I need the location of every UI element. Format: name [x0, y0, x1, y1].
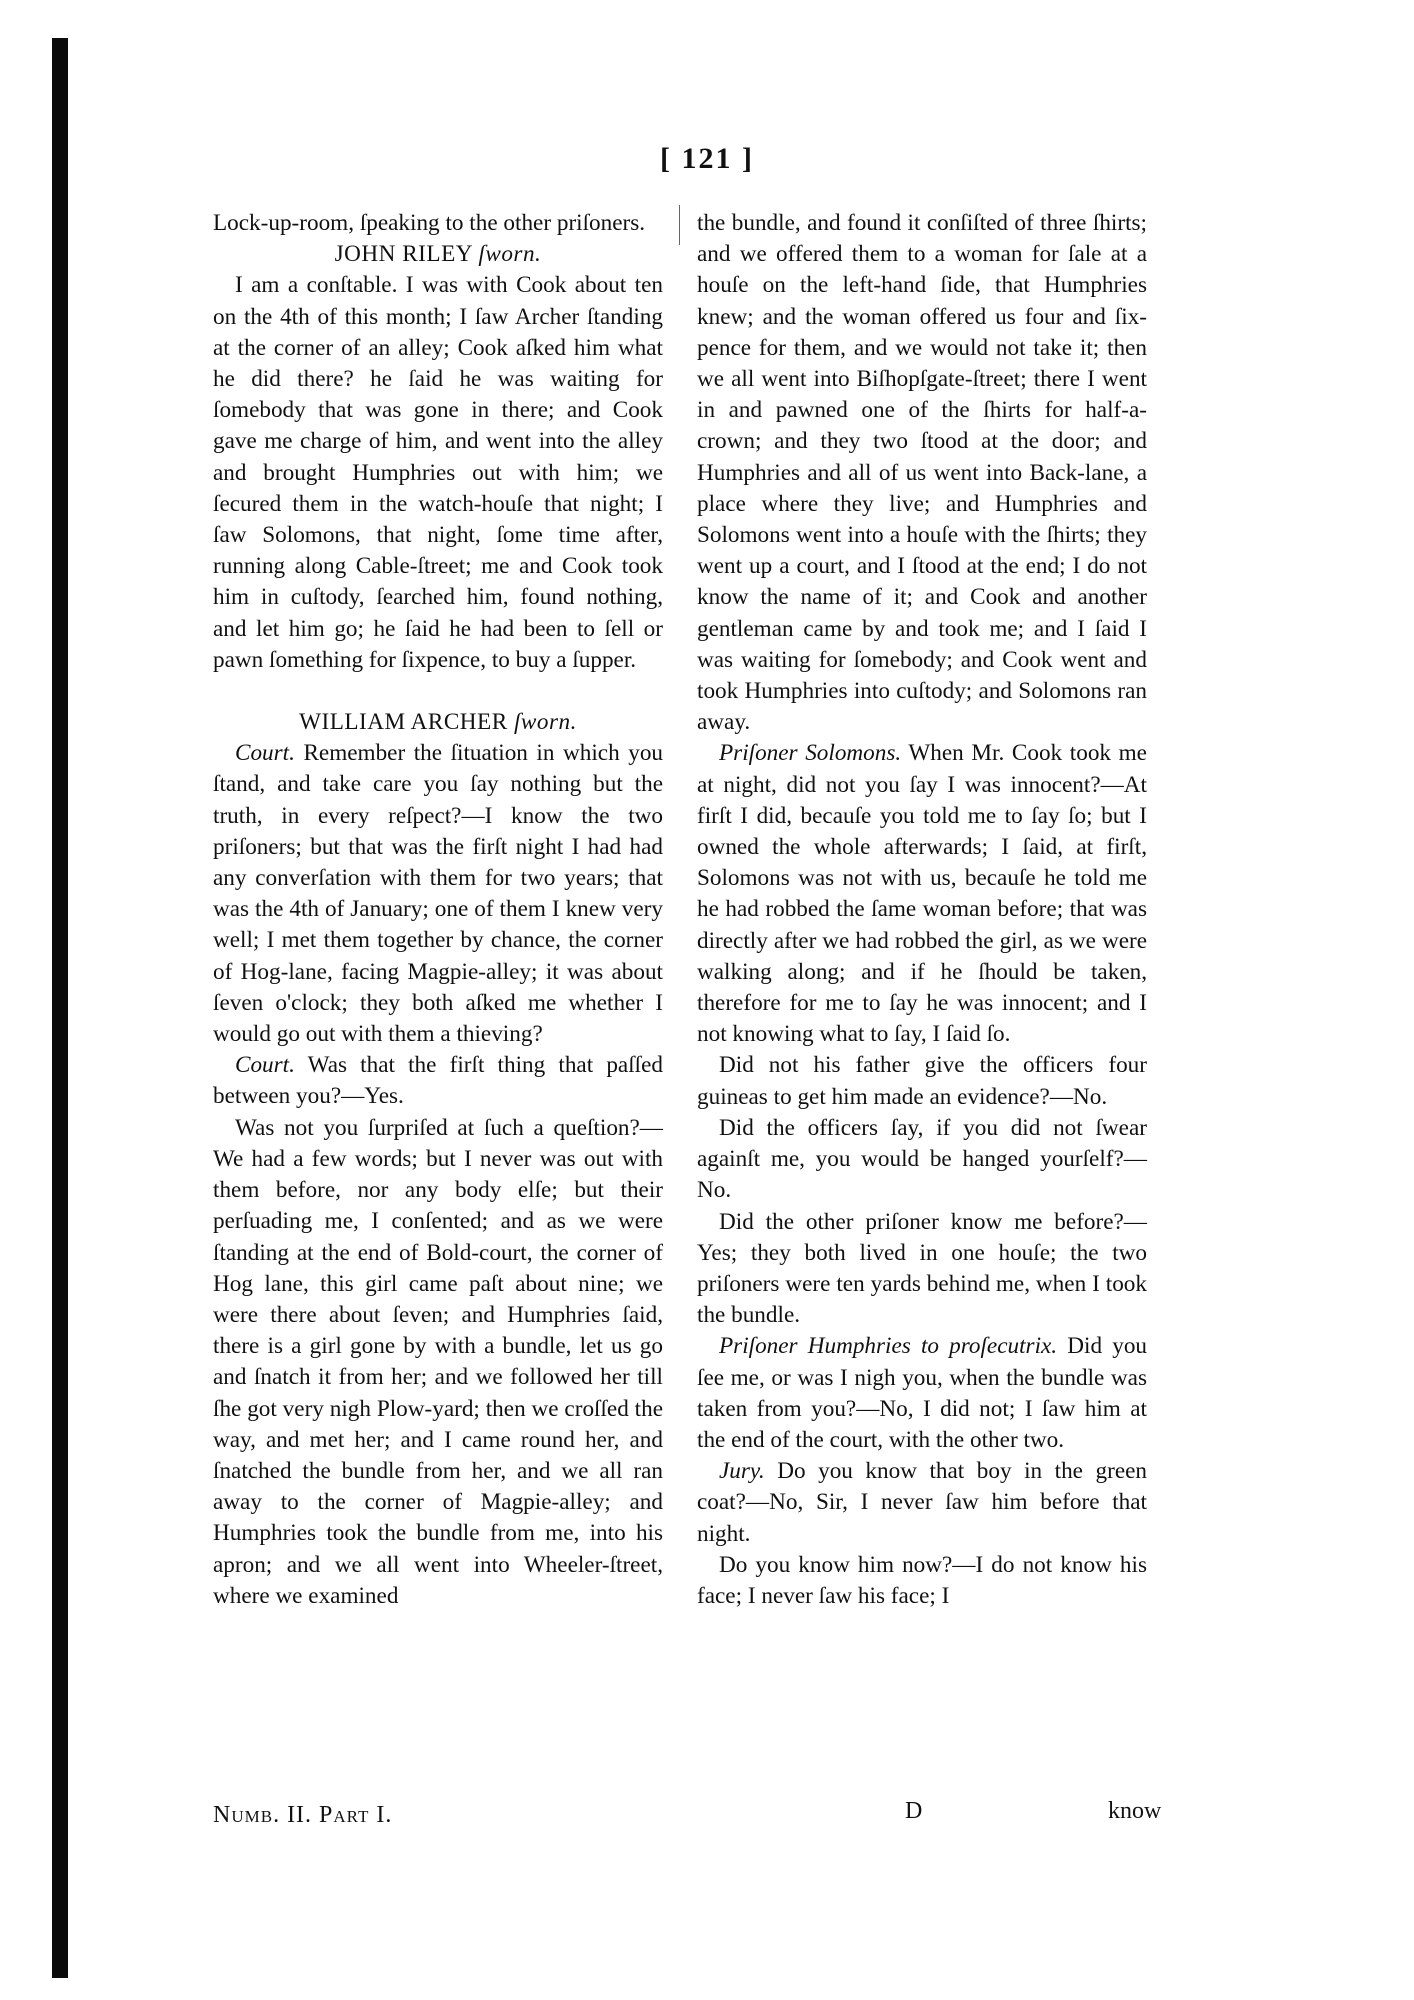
testimony-paragraph — [213, 1050, 663, 1112]
testimony-paragraph: Did the officers ſay, if you did not ſwear againſt me, you would be hanged yourſelf?—No. — [697, 1114, 1147, 1204]
speaker-label: Priſoner Humphries to proſecutrix. — [719, 1333, 1058, 1360]
testimony-paragraph — [697, 738, 1147, 1050]
sworn-label: ſworn. — [513, 709, 577, 736]
catchword: know — [1108, 1798, 1162, 1824]
testimony-text: Did you ſee me, or was I nigh you, when the bundle was taken from you?—No, I did not; I ſaw him at the end of the court, with the other two. — [697, 1333, 1148, 1453]
testimony-paragraph — [697, 1331, 1147, 1456]
scan-binding-edge — [52, 38, 68, 1978]
speaker-label: Court. — [235, 1052, 295, 1079]
testimony-text: When Mr. Cook took me at night, did not you ſay I was innocent?—At firſt I did, becauſe you told me to ſay ſo; but I owned the whole afterwards; I ſaid, at firſt, Solomons was not with us, becauſe he told me he had robbed the ſame woman before; that was directly after we had robbed the girl, as we were walking along; and if he ſhould be taken, therefore for me to ſay he was innocent; and I not knowing what to ſay, I ſaid ſo. — [697, 740, 1147, 1048]
issue-footer: Numb. II. Part I. — [213, 1802, 393, 1828]
speaker-label: Priſoner Solomons. — [719, 740, 902, 767]
testimony-text: Remember the ſituation in which you ſtand, and take care you ſay nothing but the truth, in every reſpect?—I know the two priſoners; but that was the firſt night I had had any converſation with them for two years; that was the 4th of January; one of them I knew very well; I met them together by chance, the corner of Hog-lane, facing Magpie-alley; it was about ſeven o'clock; they both aſked me whether I would go out with them a thieving? — [213, 740, 664, 1048]
testimony-paragraph: Do you know him now?—I do not know his face; I never ſaw his face; I — [697, 1551, 1147, 1609]
testimony-paragraph: Did the other priſoner know me before?—Yes; they both lived in one houſe; the two priſoners were ten yards behind me, when I took the bundle. — [697, 1208, 1147, 1329]
witness-name: JOHN RILEY — [334, 241, 473, 268]
testimony-paragraph — [697, 1456, 1147, 1550]
witness-heading-archer — [213, 707, 663, 738]
testimony-text: Was that the firſt thing that paſſed between you?—Yes. — [213, 1052, 663, 1110]
speaker-label: Court. — [235, 740, 295, 767]
right-column — [697, 208, 1147, 1612]
testimony-paragraph — [213, 738, 663, 1050]
sworn-label: ſworn. — [478, 241, 542, 268]
testimony-text: Do you know that boy in the green coat?—No, Sir, I never ſaw him before that night. — [697, 1458, 1147, 1547]
testimony-paragraph: Was not you ſurpriſed at ſuch a queſtion?—We had a few words; but I never was out with them before, nor any body elſe; but their perſuading me, I conſented; and as we were ſtanding at the end of Bold-court, the corner of Hog lane, this girl came paſt about nine; we were there about ſeven; and Humphries ſaid, there is a girl gone by with a bundle, let us go and ſnatch it from her; and we followed her till ſhe got very nigh Plow-yard; then we croſſed the way, and met her; and I came round her, and ſnatched the bundle from her, and we all ran away to the corner of Magpie-alley; and Humphries took the bundle from me, into his apron; and we all went into Wheeler-ſtreet, where we examined — [213, 1114, 663, 1609]
testimony-paragraph: Did not his father give the officers four guineas to get him made an evidence?—No. — [697, 1052, 1147, 1110]
witness-name: WILLIAM ARCHER — [299, 709, 508, 736]
witness-heading-riley — [213, 239, 663, 270]
continued-paragraph: the bundle, and found it conſiſted of three ſhirts; and we offered them to a woman for ſale at a houſe on the left-hand ſide, that Humphries knew; and the woman offered us four and ſix-pence for them, and we would not take it; then we all went into Biſhopſgate-ſtreet; there I went in and pawned one of the ſhirts for half-a-crown; and they two ſtood at the door; and Humphries and all of us went into Back-lane, a place where they live; and Humphries and Solomons went into a houſe with the ſhirts; they went up a court, and I ſtood at the end; I do not know the name of it; and Cook and another gentleman came by and took me; and I ſaid I was waiting for ſomebody; and Cook went and took Humphries into cuſtody; and Solomons ran away. — [697, 210, 1147, 736]
left-column — [213, 208, 663, 1612]
speaker-label: Jury. — [719, 1458, 765, 1485]
column-divider — [679, 205, 680, 245]
continued-paragraph: Lock-up-room, ſpeaking to the other priſoners. — [213, 210, 646, 236]
testimony-paragraph: I am a conſtable. I was with Cook about ten on the 4th of this month; I ſaw Archer ſtanding at the corner of an alley; Cook aſked him what he did there? he ſaid he was waiting for ſomebody that was gone in there; and Cook gave me charge of him, and went into the alley and brought Humphries out with him; we ſecured them in the watch-houſe that night; I ſaw Solomons, that night, ſome time after, running along Cable-ſtreet; me and Cook took him in cuſtody, ſearched him, found nothing, and let him go; he ſaid he had been to ſell or pawn ſomething for ſixpence, to buy a ſupper. — [213, 272, 663, 673]
page-number: [ 121 ] — [660, 142, 754, 175]
signature-mark: D — [905, 1798, 923, 1824]
spacer — [213, 676, 663, 707]
